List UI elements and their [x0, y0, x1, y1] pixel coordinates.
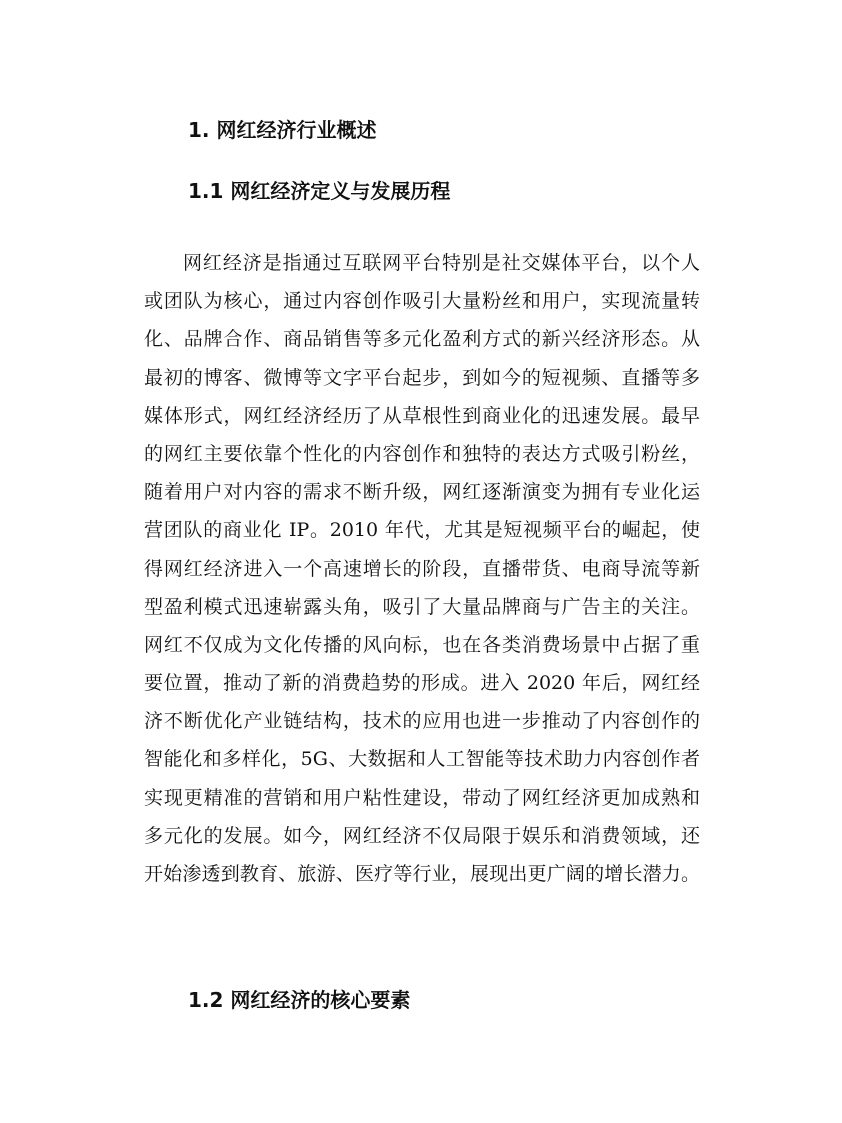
paragraph-line: 的网红主要依靠个性化的内容创作和独特的表达方式吸引粉丝， [144, 442, 700, 465]
paragraph-line: 智能化和多样化，5G、大数据和人工智能等技术助力内容创作者 [144, 748, 700, 771]
paragraph-line: 型盈利模式迅速崭露头角，吸引了大量品牌商与广告主的关注。 [144, 595, 700, 618]
paragraph-line: 要位置，推动了新的消费趋势的形成。进入 2020 年后，网红经 [144, 672, 700, 695]
body-paragraph [144, 244, 700, 893]
paragraph-line: 化、品牌合作、商品销售等多元化盈利方式的新兴经济形态。从 [144, 328, 700, 351]
paragraph-line: 网红经济是指通过互联网平台特别是社交媒体平台，以个人 [183, 252, 700, 274]
paragraph-line: 实现更精准的营销和用户粘性建设，带动了网红经济更加成熟和 [144, 786, 700, 809]
paragraph-line: 最初的博客、微博等文字平台起步，到如今的短视频、直播等多 [144, 366, 700, 389]
paragraph-line: 多元化的发展。如今，网红经济不仅局限于娱乐和消费领域，还 [144, 824, 700, 847]
paragraph-line: 济不断优化产业链结构，技术的应用也进一步推动了内容创作的 [144, 710, 700, 733]
subsection-heading-1-2: 1.2 网红经济的核心要素 [188, 988, 411, 1012]
subsection-heading-1-1: 1.1 网红经济定义与发展历程 [188, 179, 451, 203]
paragraph-line: 媒体形式，网红经济经历了从草根性到商业化的迅速发展。最早 [144, 404, 700, 427]
paragraph-line: 网红不仅成为文化传播的风向标，也在各类消费场景中占据了重 [144, 633, 700, 656]
paragraph-line: 开始渗透到教育、旅游、医疗等行业，展现出更广阔的增长潜力。 [144, 863, 700, 885]
paragraph-line: 营团队的商业化 IP。2010 年代，尤其是短视频平台的崛起，使 [144, 519, 700, 542]
paragraph-line: 得网红经济进入一个高速增长的阶段，直播带货、电商导流等新 [144, 557, 700, 580]
paragraph-line: 随着用户对内容的需求不断升级，网红逐渐演变为拥有专业化运 [144, 481, 700, 504]
paragraph-line: 或团队为核心，通过内容创作吸引大量粉丝和用户，实现流量转 [144, 290, 700, 313]
section-heading-1: 1. 网红经济行业概述 [188, 118, 377, 142]
